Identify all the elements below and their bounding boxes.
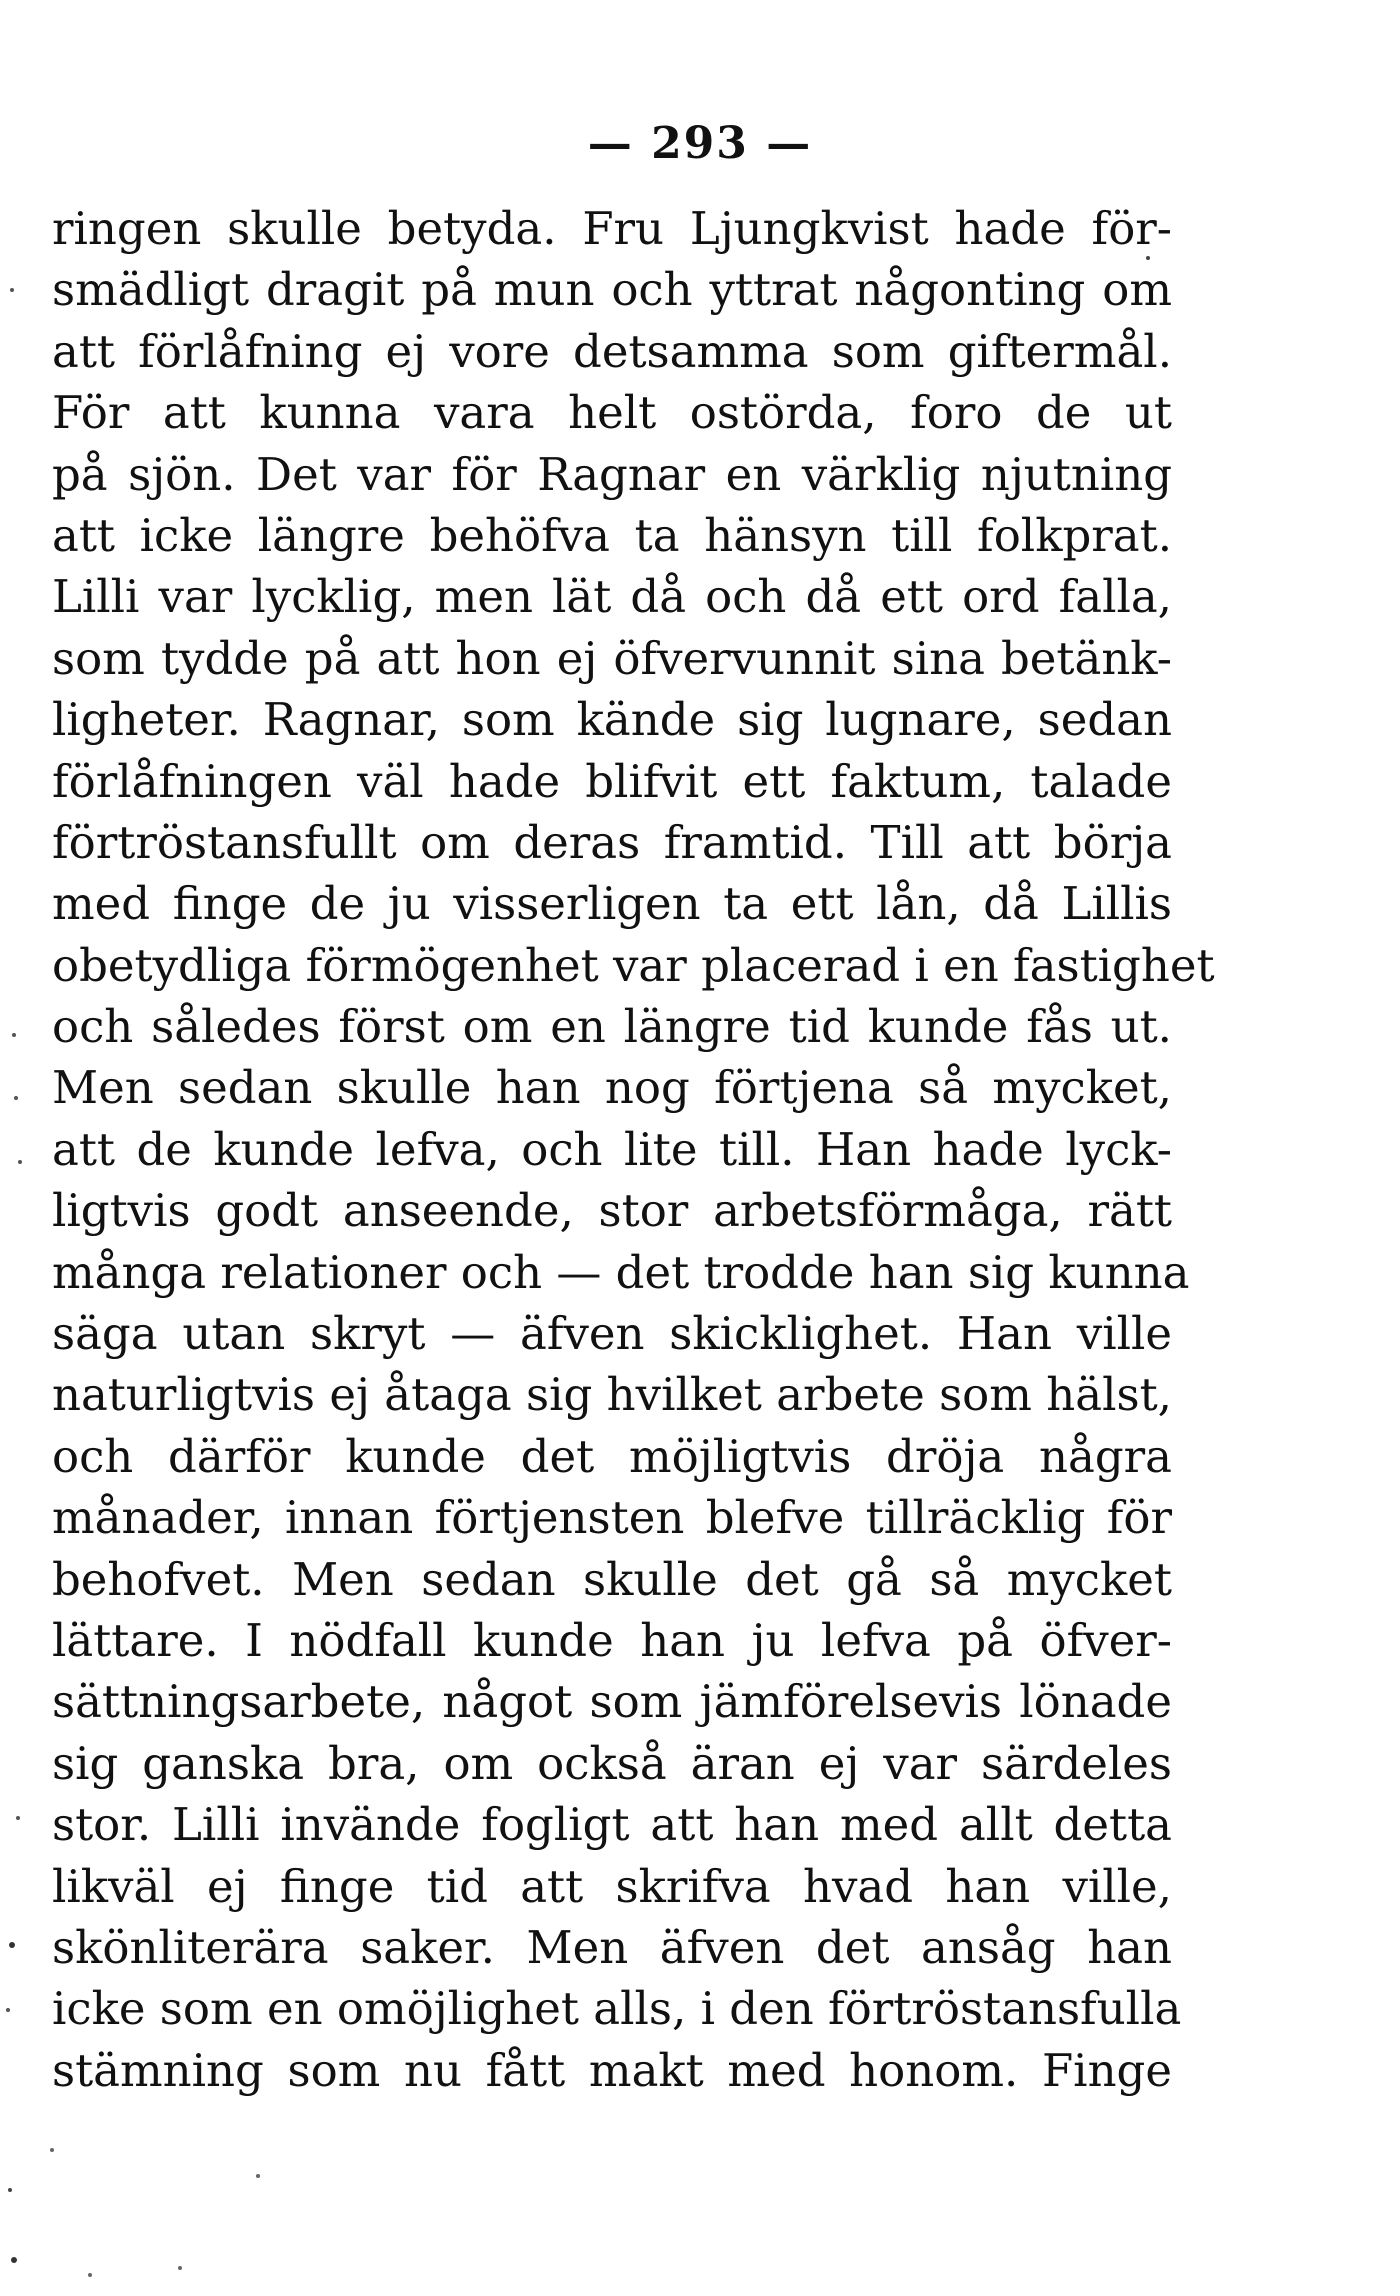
text-line: ringen skulle betyda. Fru Ljungkvist hade för- xyxy=(52,202,1172,255)
text-line: ligheter. Ragnar, som kände sig lugnare, sedan xyxy=(52,693,1172,747)
speck xyxy=(88,2273,92,2277)
speck xyxy=(178,2266,182,2270)
text-line: likväl ej finge tid att skrifva hvad han ville, xyxy=(52,1859,1172,1913)
text-line: Men sedan skulle han nog förtjena så mycket, xyxy=(52,1061,1172,1115)
text-line: För att kunna vara helt ostörda, foro de ut xyxy=(52,386,1172,440)
speck xyxy=(6,2008,10,2012)
speck xyxy=(12,1033,16,1037)
text-line: att de kunde lefva, och lite till. Han hade lyck- xyxy=(52,1122,1172,1176)
page-number: — 293 — xyxy=(587,118,813,169)
text-line: säga utan skryt — äfven skicklighet. Han ville xyxy=(52,1307,1172,1361)
speck xyxy=(18,1160,22,1164)
text-line: sig ganska bra, om också äran ej var särdeles xyxy=(52,1736,1172,1790)
text-line: förlåfningen väl hade blifvit ett faktum, talade xyxy=(52,754,1172,808)
text-line: månader, innan förtjensten blefve tillräcklig för xyxy=(52,1491,1172,1545)
text-line: och således först om en längre tid kunde fås ut. xyxy=(52,1000,1172,1054)
text-line: obetydliga förmögenhet var placerad i en fastighet xyxy=(52,938,1215,992)
speck xyxy=(16,1816,20,1820)
text-line: icke som en omöjlighet alls, i den förtröstansfulla xyxy=(52,1982,1182,2036)
text-line: många relationer och — det trodde han sig kunna xyxy=(52,1245,1190,1299)
text-line: behofvet. Men sedan skulle det gå så mycket xyxy=(52,1552,1172,1606)
text-line: lättare. I nödfall kunde han ju lefva på öfver- xyxy=(52,1613,1172,1667)
text-line: Lilli var lycklig, men lät då och då ett ord falla, xyxy=(52,570,1172,624)
text-line: att förlåfning ej vore detsamma som giftermål. xyxy=(52,324,1172,378)
speck xyxy=(256,2174,260,2178)
text-line: stor. Lilli invände fogligt att han med allt detta xyxy=(52,1798,1172,1852)
text-line: stämning som nu fått makt med honom. Finge xyxy=(52,2043,1172,2097)
speck xyxy=(50,2148,54,2152)
text-line: naturligtvis ej åtaga sig hvilket arbete som hälst, xyxy=(52,1368,1172,1422)
text-line: och därför kunde det möjligtvis dröja några xyxy=(52,1429,1172,1483)
text-line: skönliterära saker. Men äfven det ansåg han xyxy=(52,1920,1172,1974)
text-line: sättningsarbete, något som jämförelsevis lönade xyxy=(52,1675,1172,1729)
speck xyxy=(9,1942,15,1948)
speck xyxy=(10,288,14,292)
text-line: smädligt dragit på mun och yttrat någonting om xyxy=(52,263,1172,317)
text-line: förtröstansfullt om deras framtid. Till att börja xyxy=(52,815,1172,869)
text-line: med finge de ju visserligen ta ett lån, då Lillis xyxy=(52,877,1172,931)
text-line: som tydde på att hon ej öfvervunnit sina betänk- xyxy=(52,631,1172,685)
speck xyxy=(8,2188,12,2192)
text-line: ligtvis godt anseende, stor arbetsförmåga, rätt xyxy=(52,1184,1172,1238)
body-text xyxy=(52,198,1215,2101)
text-line: att icke längre behöfva ta hänsyn till folkprat. xyxy=(52,508,1172,562)
text-line: på sjön. Det var för Ragnar en värklig njutning xyxy=(52,447,1172,501)
speck xyxy=(11,2257,17,2263)
speck xyxy=(14,1096,18,1100)
